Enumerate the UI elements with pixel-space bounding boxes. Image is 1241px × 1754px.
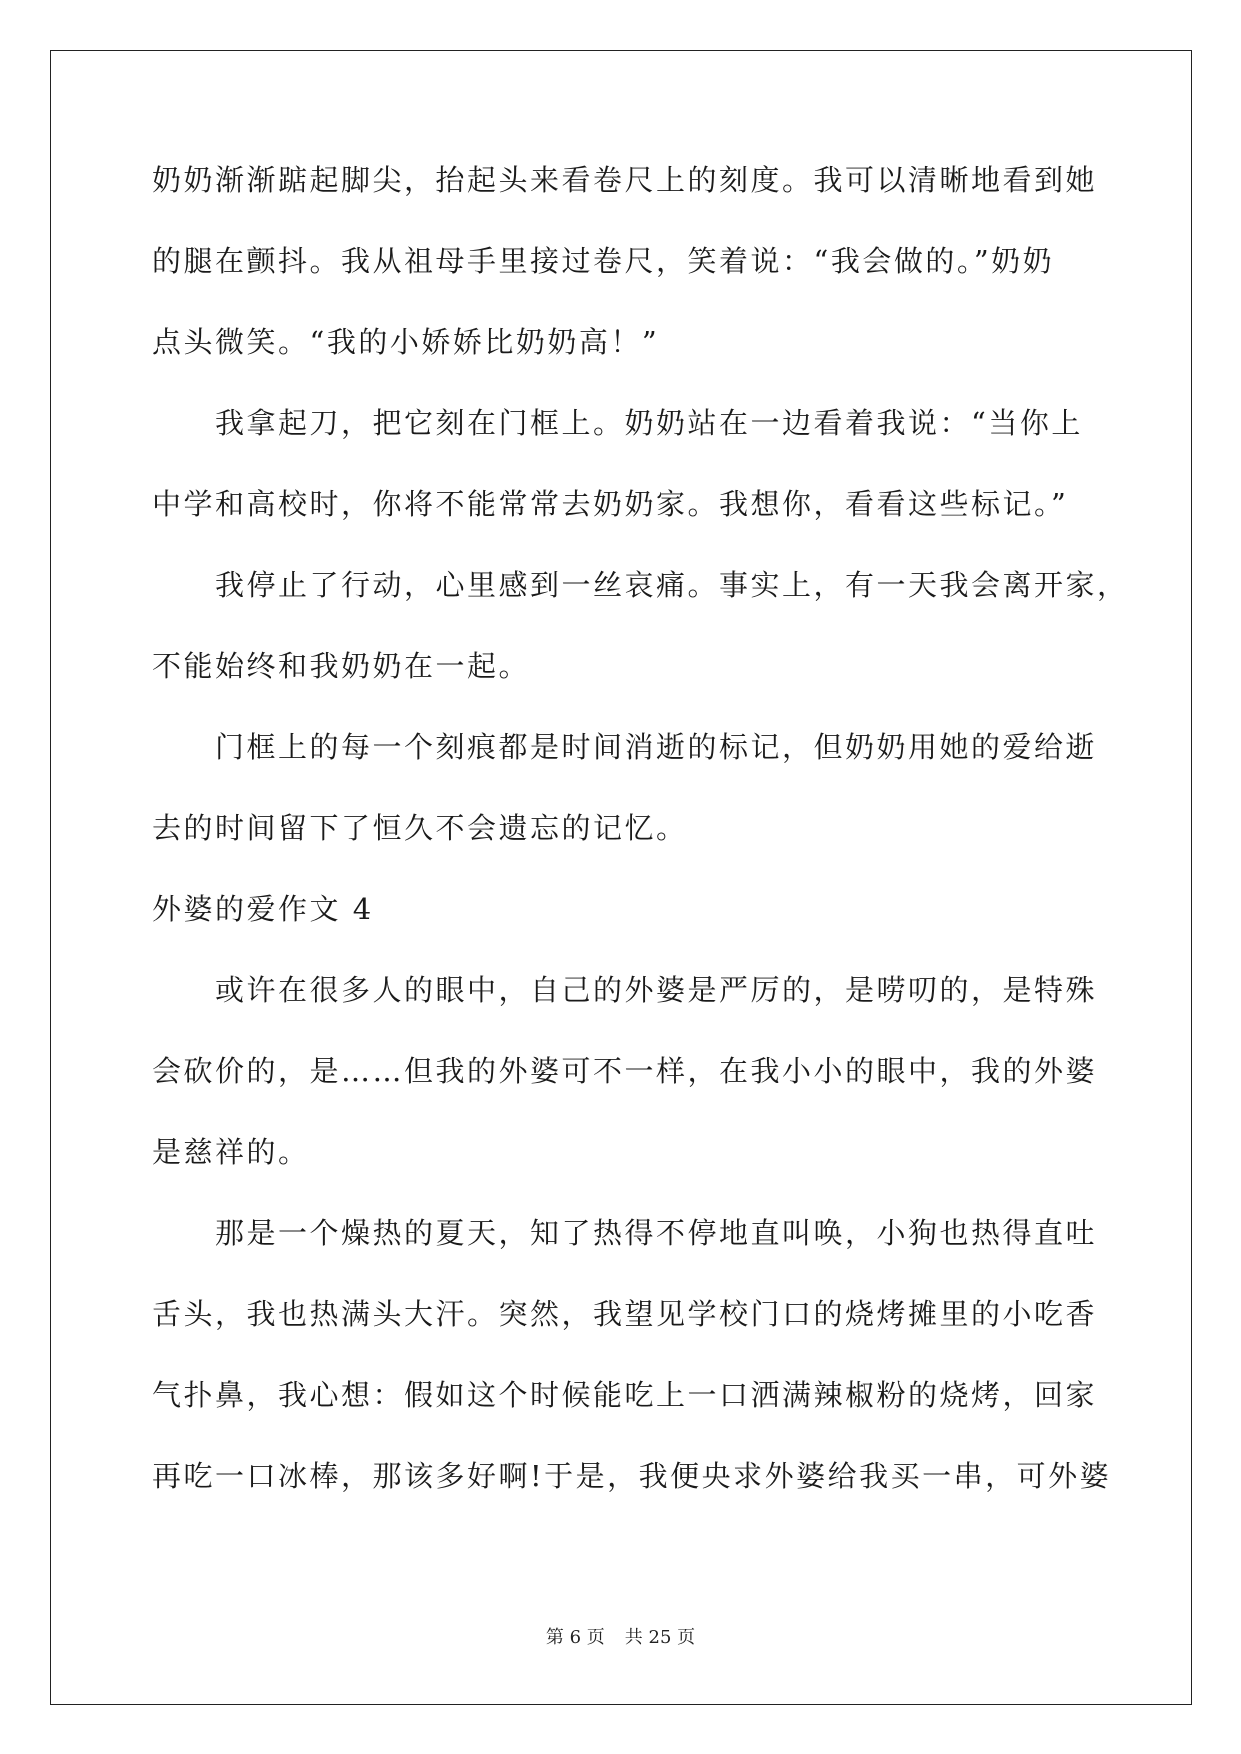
text-line: 气扑鼻，我心想：假如这个时候能吃上一口洒满辣椒粉的烧烤，回家 bbox=[152, 1378, 1098, 1412]
text-line: 舌头，我也热满头大汗。突然，我望见学校门口的烧烤摊里的小吃香 bbox=[152, 1297, 1098, 1331]
section-heading: 外婆的爱作文 4 bbox=[152, 892, 374, 926]
text-line: 那是一个燥热的夏天，知了热得不停地直叫唤，小狗也热得直吐 bbox=[152, 1216, 1098, 1250]
text-line: 奶奶渐渐踮起脚尖，抬起头来看卷尺上的刻度。我可以清晰地看到她 bbox=[152, 163, 1098, 197]
text-line: 去的时间留下了恒久不会遗忘的记忆。 bbox=[152, 811, 688, 845]
text-line: 门框上的每一个刻痕都是时间消逝的标记，但奶奶用她的爱给逝 bbox=[152, 730, 1098, 764]
text-line: 再吃一口冰棒，那该多好啊!于是，我便央求外婆给我买一串，可外婆 bbox=[152, 1459, 1112, 1493]
text-line: 我停止了行动，心里感到一丝哀痛。事实上，有一天我会离开家， bbox=[152, 568, 1129, 602]
text-line: 会砍价的，是……但我的外婆可不一样，在我小小的眼中，我的外婆 bbox=[152, 1054, 1098, 1088]
page-number: 第 6 页 bbox=[545, 1627, 605, 1648]
page-total: 共 25 页 bbox=[624, 1627, 696, 1648]
text-line: 中学和高校时，你将不能常常去奶奶家。我想你，看看这些标记。” bbox=[152, 487, 1069, 521]
text-line: 是慈祥的。 bbox=[152, 1135, 310, 1169]
text-line: 或许在很多人的眼中，自己的外婆是严厉的，是唠叨的，是特殊 bbox=[152, 973, 1098, 1007]
page-footer bbox=[0, 1626, 1241, 1650]
text-line: 的腿在颤抖。我从祖母手里接过卷尺，笑着说：“我会做的。”奶奶 bbox=[152, 244, 1055, 278]
text-line: 我拿起刀，把它刻在门框上。奶奶站在一边看着我说：“当你上 bbox=[152, 406, 1083, 440]
text-line: 点头微笑。“我的小娇娇比奶奶高！” bbox=[152, 325, 660, 359]
text-line: 不能始终和我奶奶在一起。 bbox=[152, 649, 531, 683]
